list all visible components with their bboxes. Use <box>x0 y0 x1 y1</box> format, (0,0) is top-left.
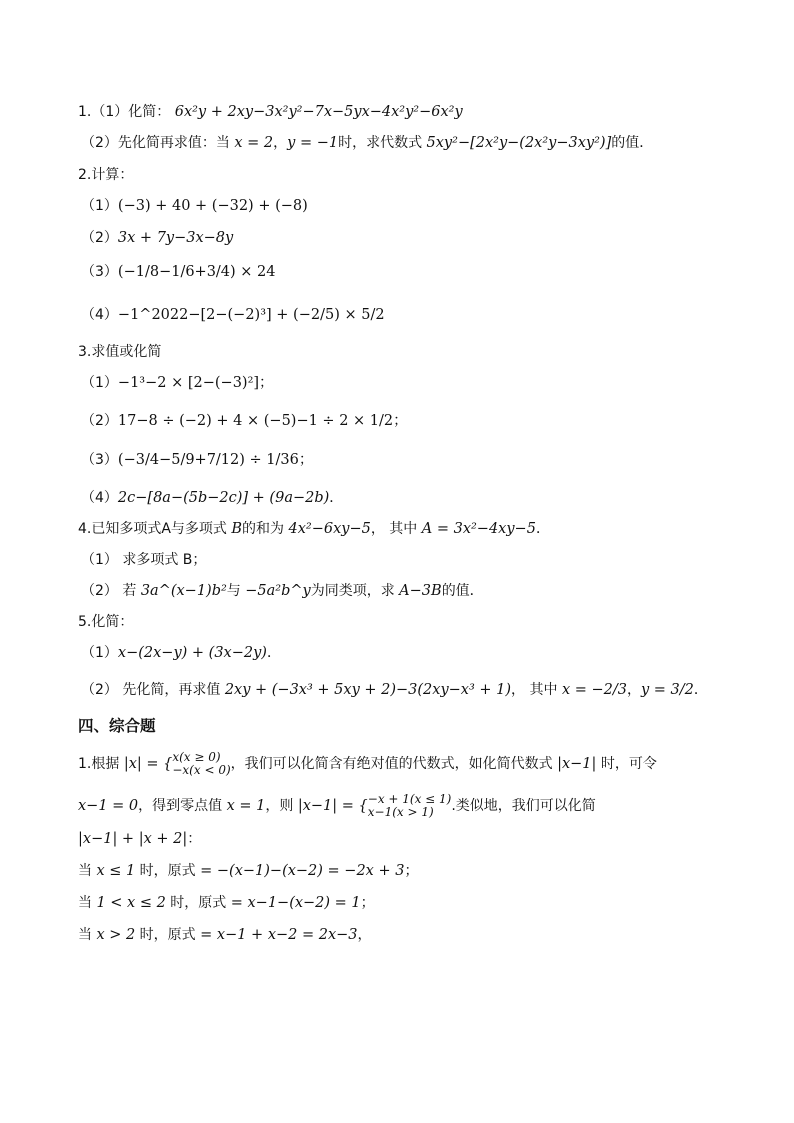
problem-5-title: 5.化简： <box>78 614 134 630</box>
math-expression: 3x + 7y−3x−8y <box>117 230 234 246</box>
section-4-line-5: 当 1 < x ≤ 2 时，原式 = x−1−(x−2) = 1； <box>78 895 375 911</box>
problem-3-title: 3.求值或化简 <box>78 344 162 360</box>
math-expression: 3a^(x−1)b² <box>140 583 227 599</box>
section-4-line-1: 1.根据 |x| = { x(x ≥ 0) −x(x < 0) ，我们可以化简含有绝对值的代数式，如化简代数式 |x−1| 时，可令 <box>78 750 657 777</box>
math-expression: = −(x−1)−(x−2) = −2x + 3 <box>200 863 405 879</box>
math-expression: (−3) + 40 + (−32) + (−8) <box>117 198 308 214</box>
math-expression: x−(2x−y) + (3x−2y) <box>117 645 267 661</box>
problem-4-title: 4.已知多项式A与多项式 B的和为 4x²−6xy−5， 其中 A = 3x²−4xy−5． <box>78 521 550 537</box>
math-expression: = x−1 + x−2 = 2x−3 <box>200 927 358 943</box>
math-expression: −1^2022−[2−(−2)³] + (−2/5) × 5/2 <box>117 307 385 323</box>
problem-1-part-2: （2）先化简再求值：当 x = 2，y = −1时，求代数式 5xy²−[2x²y−(2x²y−3xy²)]的值． <box>81 135 654 151</box>
problem-3-item-4: （4）2c−[8a−(5b−2c)] + (9a−2b)． <box>81 490 344 506</box>
problem-5-item-1: （1）x−(2x−y) + (3x−2y)． <box>81 645 281 661</box>
problem-2-item-3: （3）(−1/8−1/6+3/4) × 24 <box>81 264 276 280</box>
section-4-line-3: |x−1| + |x + 2|： <box>78 831 202 847</box>
math-expression: 5xy²−[2x²y−(2x²y−3xy²)] <box>426 135 612 151</box>
problem-2-item-4: （4）−1^2022−[2−(−2)³] + (−2/5) × 5/2 <box>81 307 385 323</box>
math-expression: (−1/8−1/6+3/4) × 24 <box>117 264 276 280</box>
math-expression: 2xy + (−3x³ + 5xy + 2)−3(2xy−x³ + 1) <box>224 682 512 698</box>
problem-2-item-2: （2）3x + 7y−3x−8y <box>81 230 234 246</box>
problem-3-item-3: （3）(−3/4−5/9+7/12) ÷ 1/36； <box>81 452 314 468</box>
problem-4-item-1: （1） 求多项式 B； <box>81 552 207 568</box>
math-expression: 2c−[8a−(5b−2c)] + (9a−2b) <box>117 490 330 506</box>
section-4-line-4: 当 x ≤ 1 时，原式 = −(x−1)−(x−2) = −2x + 3； <box>78 863 419 879</box>
piecewise-cases: −x + 1(x ≤ 1) x−1(x > 1) <box>367 792 452 819</box>
math-expression: 17−8 ÷ (−2) + 4 × (−5)−1 ÷ 2 × 1/2； <box>117 413 408 429</box>
problem-5-item-2: （2） 先化简，再求值 2xy + (−3x³ + 5xy + 2)−3(2xy−x³ + 1)， 其中 x = −2/3，y = 3/2． <box>81 682 708 698</box>
math-expression: A−3B <box>399 583 442 599</box>
math-expression: −5a²b^y <box>245 583 311 599</box>
math-expression: |x−1| + |x + 2| <box>78 831 188 847</box>
section-4-line-6: 当 x > 2 时，原式 = x−1 + x−2 = 2x−3， <box>78 927 372 943</box>
math-expression: = x−1−(x−2) = 1 <box>230 895 361 911</box>
math-expression: (−3/4−5/9+7/12) ÷ 1/36； <box>117 452 314 468</box>
math-expression: −1³−2 × [2−(−3)²]； <box>117 375 274 391</box>
section-4-line-2: x−1 = 0，得到零点值 x = 1，则 |x−1| = { −x + 1(x ≤ 1) x−1(x > 1) .类似地，我们可以化简 <box>78 792 596 819</box>
math-expression: 6x²y + 2xy−3x²y²−7x−5yx−4x²y²−6x²y <box>174 104 463 120</box>
piecewise-cases: x(x ≥ 0) −x(x < 0) <box>172 750 231 777</box>
problem-3-item-1: （1）−1³−2 × [2−(−3)²]； <box>81 375 274 391</box>
problem-2-title: 2.计算： <box>78 167 134 183</box>
math-expression: 4x²−6xy−5 <box>288 521 371 537</box>
problem-3-item-2: （2）17−8 ÷ (−2) + 4 × (−5)−1 ÷ 2 × 1/2； <box>81 413 408 429</box>
problem-2-item-1: （1）(−3) + 40 + (−32) + (−8) <box>81 198 308 214</box>
math-expression: A = 3x²−4xy−5 <box>421 521 536 537</box>
problem-1-part-1: 1.（1）化简： 6x²y + 2xy−3x²y²−7x−5yx−4x²y²−6x²y <box>78 104 463 120</box>
problem-4-item-2: （2） 若 3a^(x−1)b²与 −5a²b^y为同类项，求 A−3B的值． <box>81 583 484 599</box>
section-heading: 四、综合题 <box>78 717 156 735</box>
